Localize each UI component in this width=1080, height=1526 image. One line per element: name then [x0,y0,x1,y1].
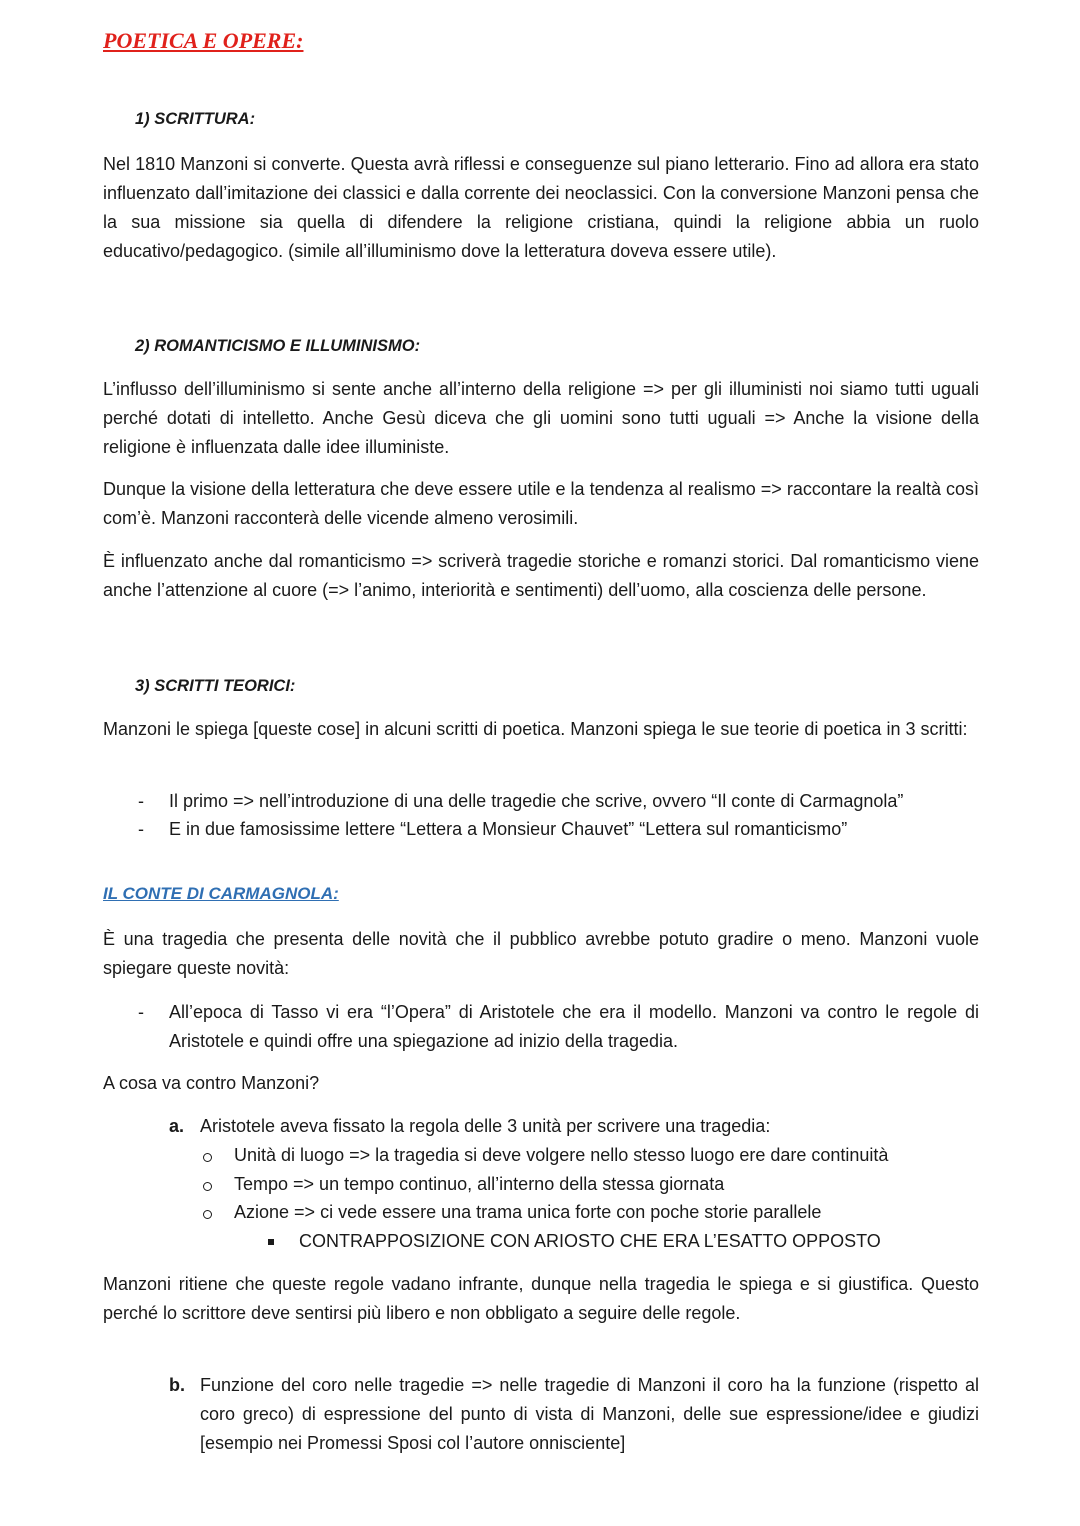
list-item-primo: Il primo => nell’introduzione di una delle tragedie che scrive, ovvero “Il conte di Carmagnola” [169,791,904,811]
dash-bullet-marker: - [138,791,144,811]
paragraph-realismo: Dunque la visione della letteratura che deve essere utile e la tendenza al realismo => raccontare la realtà così com’è. Manzoni racconterà delle vicende almeno verosimili. [103,479,979,528]
paragraph-romanticismo: È influenzato anche dal romanticismo => scriverà tragedie storiche e romanzi storici. Dal romanticismo viene anche l’attenzione al cuore (=> l’animo, interiorità e sentimenti) dell’uomo, alla coscienza delle persone. [103,551,979,600]
item-label-b: b. [169,1375,185,1395]
page-title: POETICA E OPERE: [103,28,304,53]
circle-bullet-icon [203,1210,212,1219]
section-heading-romanticismo: 2) ROMANTICISMO E ILLUMINISMO: [135,337,421,355]
section-heading-scritti-teorici: 3) SCRITTI TEORICI: [135,677,296,695]
item-a-text: Aristotele aveva fissato la regola delle 3 unità per scrivere una tragedia: [200,1116,771,1136]
subheading-carmagnola: IL CONTE DI CARMAGNOLA: [103,884,339,903]
dash-bullet-marker: - [138,1002,144,1022]
unit-luogo: Unità di luogo => la tragedia si deve volgere nello stesso luogo ere dare continuità [234,1145,889,1165]
paragraph-scritti-teorici: Manzoni le spiega [queste cose] in alcuni scritti di poetica. Manzoni spiega le sue teorie di poetica in 3 scritti: [103,719,968,739]
list-item-lettere: E in due famosissime lettere “Lettera a Monsieur Chauvet” “Lettera sul romanticismo” [169,819,848,839]
square-bullet-icon [268,1239,274,1245]
item-label-a: a. [169,1116,185,1136]
contrapposizione-item: CONTRAPPOSIZIONE CON ARIOSTO CHE ERA L’ESATTO OPPOSTO [299,1231,881,1251]
unit-azione: Azione => ci vede essere una trama unica forte con poche storie parallele [234,1202,822,1222]
unit-tempo: Tempo => un tempo continuo, all’interno della stessa giornata [234,1174,725,1194]
circle-bullet-icon [203,1153,212,1162]
dash-bullet-marker: - [138,819,144,839]
question-line: A cosa va contro Manzoni? [103,1073,320,1093]
circle-bullet-icon [203,1182,212,1191]
item-b-text: Funzione del coro nelle tragedie => nelle tragedie di Manzoni il coro ha la funzione (rispetto al coro greco) di espressione del punto di vista di Manzoni, delle sue espressione/idee e giudizi [esempio nei Promessi Sposi col l’autore onnisciente] [200,1375,979,1453]
paragraph-carmagnola-intro: È una tragedia che presenta delle novità che il pubblico avrebbe potuto gradire o meno. Manzoni vuole spiegare queste novità: [103,929,979,978]
paragraph-regole-infrante: Manzoni ritiene che queste regole vadano infrante, dunque nella tragedia le spiega e si giustifica. Questo perché lo scrittore deve sentirsi più libero e non obbligato a seguire delle regole. [103,1274,979,1323]
paragraph-illuminismo: L’influsso dell’illuminismo si sente anche all’interno della religione => per gli illuministi noi siamo tutti uguali perché dotati di intelletto. Anche Gesù diceva che gli uomini sono tutti uguali => Anche la visione della religione è influenzata dalle idee illuministe. [103,379,979,457]
paragraph-scrittura: Nel 1810 Manzoni si converte. Questa avrà riflessi e conseguenze sul piano letterario. Fino ad allora era stato influenzato dall’imitazione dei classici e dalla corrente dei neoclassici. Con la conversione Manzoni pensa che la sua missione sia quella di difendere la religione cristiana, quindi la religione abbia un ruolo educativo/pedagogico. (simile all’illuminismo dove la letteratura doveva essere utile). [103,154,979,261]
list-item-tasso: All’epoca di Tasso vi era “l’Opera” di Aristotele che era il modello. Manzoni va contro le regole di Aristotele e quindi offre una spiegazione ad inizio della tragedia. [169,1002,979,1051]
section-heading-scrittura: 1) SCRITTURA: [135,110,256,128]
